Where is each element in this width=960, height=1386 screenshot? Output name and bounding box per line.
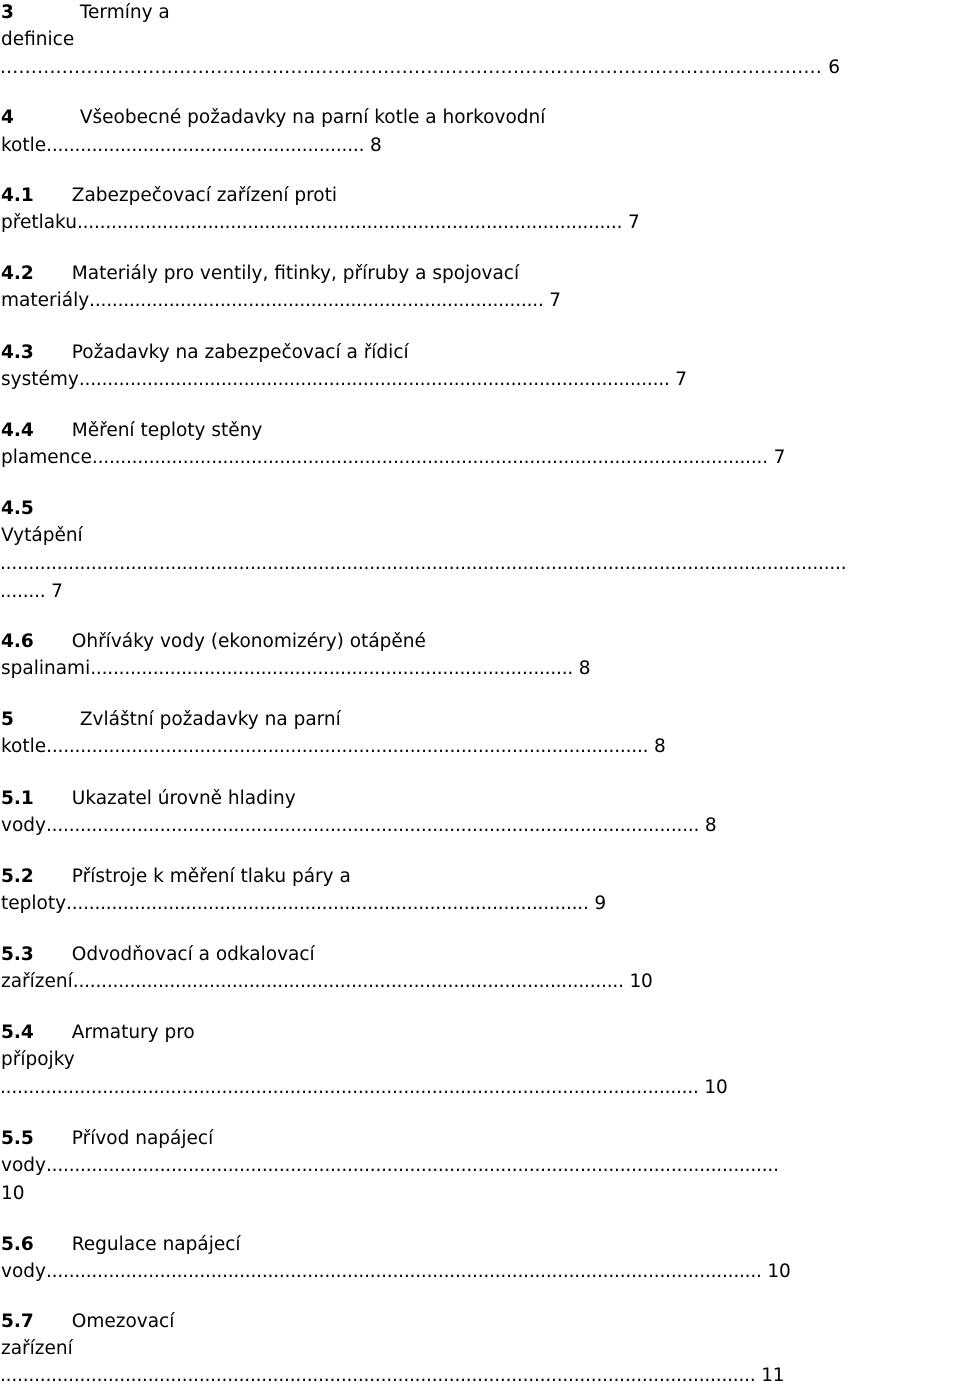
toc-leader: ................................................................................ 7 (89, 290, 561, 311)
toc-leader: ..................................................................................... 8 (90, 658, 591, 679)
toc-entry-4-heading (1, 109, 545, 128)
toc-entry-4-6-heading (1, 633, 426, 652)
toc-title: Přístroje k měření tlaku páry a (71, 866, 351, 887)
toc-entry-4-4-heading (1, 422, 262, 441)
toc-leader: ........................................................................................................ 7 (78, 369, 687, 390)
toc-subnumber: 1 (20, 185, 34, 206)
toc-title: Všeobecné požadavky na parní kotle a horkovodní (79, 107, 546, 128)
toc-leader: ....................................................................................................................... 7 (91, 447, 786, 468)
toc-leader: ..................................................................................................................................................... (0, 553, 847, 574)
toc-subnumber: 2 (20, 866, 34, 887)
toc-entry-4-3-cont (1, 371, 687, 390)
toc-title: Ukazatel úrovně hladiny (71, 788, 296, 809)
toc-subnumber: 5 (20, 1128, 34, 1149)
toc-subnumber: 6 (20, 631, 34, 652)
toc-entry-4-2-cont (1, 292, 561, 311)
toc-entry-4-cont (1, 137, 382, 156)
toc-title: Materiály pro ventily, fitinky, příruby a spojovací (71, 263, 520, 284)
toc-entry-3-heading (1, 4, 170, 23)
toc-title: Měření teploty stěny (71, 420, 263, 441)
toc-title: Přívod napájecí (71, 1128, 214, 1149)
toc-cont-text: plamence (1, 447, 92, 468)
toc-cont-text: materiály (1, 290, 90, 311)
toc-entry-5-3-cont (1, 973, 653, 992)
toc-subnumber: 2 (20, 263, 34, 284)
toc-entry-5-1-heading (1, 790, 296, 809)
toc-entry-4-4-cont (1, 449, 785, 468)
toc-entry-5-heading (1, 711, 341, 730)
toc-entry-5-2-heading (1, 868, 351, 887)
toc-number: 5 (1, 709, 14, 730)
toc-cont-text: kotle (1, 135, 47, 156)
toc-entry-5-2-cont (1, 895, 606, 914)
toc-leader: ................................................................................................ 7 (76, 212, 640, 233)
toc-entry-5-cont (1, 738, 666, 757)
toc-page-number: 10 (1, 1183, 25, 1204)
toc-number: 4 (1, 107, 14, 128)
toc-entry-5-3-heading (1, 946, 315, 965)
toc-title: Armatury pro (71, 1022, 195, 1043)
toc-leader: .............................................................................................................................. 10 (45, 1261, 791, 1282)
toc-cont-text: teploty (1, 893, 67, 914)
toc-entry-3-cont: definice (1, 29, 75, 50)
toc-number: 5. (1, 1128, 21, 1149)
toc-number: 5. (1, 866, 21, 887)
toc-title: Termíny a (79, 2, 170, 23)
toc-title: Ohříváky vody (ekonomizéry) otápěné (71, 631, 426, 652)
toc-entry-5-7-heading (1, 1313, 174, 1332)
toc-entry-5-4-heading (1, 1024, 195, 1043)
toc-subnumber: 5 (20, 498, 34, 519)
toc-entry-5-6-cont (1, 1263, 791, 1282)
toc-number: 4. (1, 631, 21, 652)
toc-number: 5. (1, 1234, 21, 1255)
toc-subnumber: 4 (20, 420, 34, 441)
toc-number: 3 (1, 2, 14, 23)
toc-leader: ..................................................................................................................................... 6 (0, 57, 841, 78)
toc-entry-4-2-heading (1, 265, 519, 284)
toc-leader: ..................................................................................................................................... 11 (0, 1365, 785, 1386)
toc-subnumber: 7 (20, 1311, 34, 1332)
toc-entry-5-5-cont (1, 1157, 779, 1176)
toc-subnumber: 4 (20, 1022, 34, 1043)
toc-leader: ........................................................ 8 (46, 135, 382, 156)
toc-subnumber: 1 (20, 788, 34, 809)
toc-title: Regulace napájecí (71, 1234, 241, 1255)
toc-number: 4. (1, 185, 21, 206)
toc-cont-text: vody (1, 1261, 46, 1282)
toc-entry-4-1-cont (1, 214, 640, 233)
toc-cont-text: spalinami (1, 658, 91, 679)
toc-entry-5-7-cont: zařízení (1, 1338, 73, 1359)
toc-leader: ................................................................................................................................. (45, 1155, 779, 1176)
toc-cont-text: zařízení (1, 971, 73, 992)
toc-title: Odvodňovací a odkalovací (71, 944, 315, 965)
toc-leader: ............................................................................................ 9 (66, 893, 606, 914)
toc-number: 4. (1, 420, 21, 441)
toc-entry-4-1-heading (1, 187, 337, 206)
toc-number: 4. (1, 263, 21, 284)
toc-title: Zabezpečovací zařízení proti (71, 185, 338, 206)
toc-title: Omezovací (71, 1311, 175, 1332)
toc-leader: ........................................................................................................................... 10 (0, 1077, 728, 1098)
toc-leader: ................................................................................................................... 8 (45, 815, 717, 836)
toc-title: Požadavky na zabezpečovací a řídicí (71, 342, 409, 363)
toc-subnumber: 3 (20, 944, 34, 965)
toc-entry-4-5-cont: Vytápění (1, 525, 83, 546)
toc-subnumber: 3 (20, 342, 34, 363)
toc-entry-5-6-heading (1, 1236, 241, 1255)
toc-entry-5-1-cont (1, 817, 717, 836)
toc-entry-4-6-cont (1, 660, 590, 679)
toc-number: 5. (1, 944, 21, 965)
toc-entry-5-5-heading (1, 1130, 213, 1149)
toc-cont-text: vody (1, 815, 46, 836)
toc-number: 4. (1, 342, 21, 363)
toc-entry-5-4-cont: přípojky (1, 1049, 75, 1070)
toc-cont-text: kotle (1, 736, 47, 757)
toc-subnumber: 6 (20, 1234, 34, 1255)
toc-number: 5. (1, 788, 21, 809)
toc-number: 5. (1, 1311, 21, 1332)
toc-leader-cont: ........ 7 (0, 581, 63, 602)
toc-entry-4-3-heading (1, 344, 409, 363)
toc-cont-text: přetlaku (1, 212, 77, 233)
toc-title: Zvláštní požadavky na parní (79, 709, 341, 730)
toc-entry-4-5-heading (1, 500, 34, 519)
toc-cont-text: systémy (1, 369, 79, 390)
toc-leader: ................................................................................................. 10 (72, 971, 653, 992)
toc-number: 4. (1, 498, 21, 519)
toc-number: 5. (1, 1022, 21, 1043)
toc-leader: .......................................................................................................... 8 (46, 736, 666, 757)
toc-cont-text: vody (1, 1155, 46, 1176)
